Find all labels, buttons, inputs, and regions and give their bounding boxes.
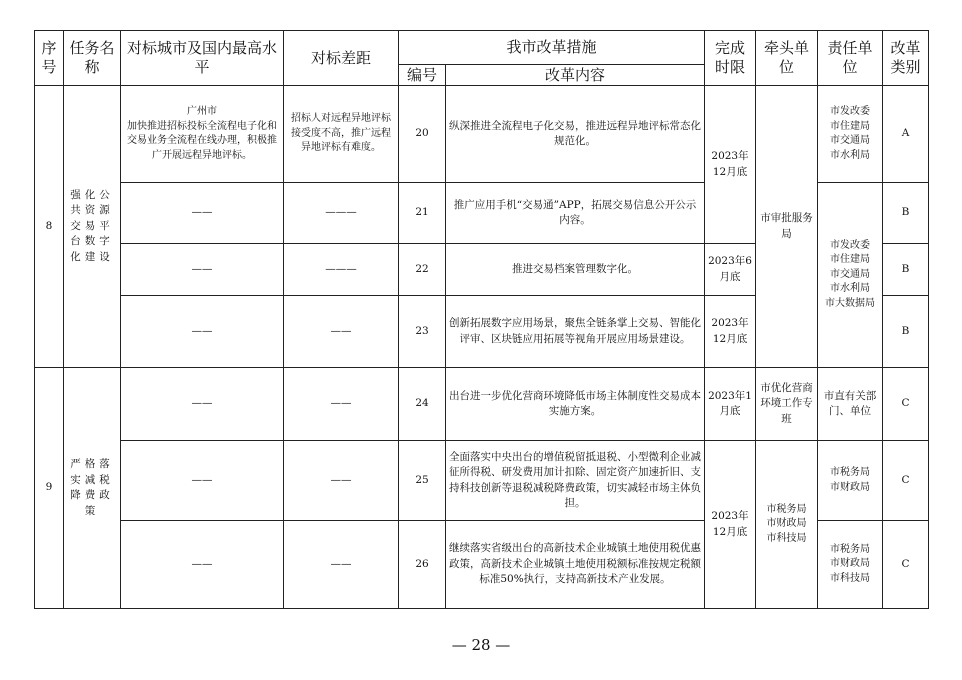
- content-cell: 创新拓展数字应用场景，聚焦全链条掌上交易、智能化评审、区块链应用拓展等视角开展应用场景建设。: [446, 296, 705, 368]
- number-cell: 26: [399, 521, 446, 609]
- category-cell: C: [883, 441, 929, 521]
- responsible-cell: 市发改委 市住建局 市交通局 市水利局: [818, 86, 883, 183]
- group-task: 严格落实减税降费政策: [64, 368, 121, 609]
- number-cell: 24: [399, 368, 446, 441]
- deadline-cell: 2023年12月底: [705, 441, 756, 609]
- number-cell: 25: [399, 441, 446, 521]
- lead-cell: 市审批服务局: [756, 86, 818, 368]
- header-benchmark: 对标城市及国内最高水平: [121, 31, 284, 86]
- category-cell: B: [883, 244, 929, 296]
- gap-cell: 招标人对远程异地评标接受度不高，推广远程异地评标有难度。: [284, 86, 399, 183]
- content-cell: 出台进一步优化营商环境降低市场主体制度性交易成本实施方案。: [446, 368, 705, 441]
- benchmark-cell: 广州市 加快推进招标投标全流程电子化和交易业务全流程在线办理，积极推广开展远程异地评标。: [121, 86, 284, 183]
- gap-cell: ——: [284, 441, 399, 521]
- benchmark-cell: ——: [121, 296, 284, 368]
- table-row: [35, 441, 929, 521]
- header-responsible: 责任单位: [818, 31, 883, 86]
- content-cell: 推进交易档案管理数字化。: [446, 244, 705, 296]
- category-cell: B: [883, 183, 929, 244]
- deadline-cell: 2023年12月底: [705, 296, 756, 368]
- group-seq: 9: [35, 368, 64, 609]
- header-gap: 对标差距: [284, 31, 399, 86]
- header-lead: 牵头单位: [756, 31, 818, 86]
- header-row: [35, 31, 929, 65]
- deadline-cell: 2023年12月底: [705, 86, 756, 244]
- number-cell: 21: [399, 183, 446, 244]
- benchmark-cell: ——: [121, 244, 284, 296]
- benchmark-cell: ——: [121, 521, 284, 609]
- header-content: 改革内容: [446, 65, 705, 86]
- benchmark-cell: ——: [121, 183, 284, 244]
- category-cell: C: [883, 368, 929, 441]
- header-seq: 序号: [35, 31, 64, 86]
- deadline-cell: 2023年6月底: [705, 244, 756, 296]
- page-number: — 28 —: [451, 636, 511, 654]
- header-deadline: 完成时限: [705, 31, 756, 86]
- content-cell: 继续落实省级出台的高新技术企业城镇土地使用税优惠政策，高新技术企业城镇土地使用税额标准按规定税额标准50%执行，支持高新技术产业发展。: [446, 521, 705, 609]
- table-row: [35, 368, 929, 441]
- gap-cell: ———: [284, 244, 399, 296]
- reform-measures-table: [34, 30, 929, 609]
- lead-cell: 市优化营商环境工作专班: [756, 368, 818, 441]
- category-cell: A: [883, 86, 929, 183]
- number-cell: 23: [399, 296, 446, 368]
- content-cell: 纵深推进全流程电子化交易，推进远程异地评标常态化规范化。: [446, 86, 705, 183]
- gap-cell: ——: [284, 368, 399, 441]
- responsible-cell: 市税务局 市财政局: [818, 441, 883, 521]
- group-task: 强化公共资源交易平台数字化建设: [64, 86, 121, 368]
- gap-cell: ——: [284, 296, 399, 368]
- gap-cell: ——: [284, 521, 399, 609]
- category-cell: B: [883, 296, 929, 368]
- table-row: [35, 86, 929, 183]
- benchmark-cell: ——: [121, 441, 284, 521]
- benchmark-cell: ——: [121, 368, 284, 441]
- number-cell: 22: [399, 244, 446, 296]
- content-cell: 推广应用手机“交易通”APP，拓展交易信息公开公示内容。: [446, 183, 705, 244]
- header-category: 改革类别: [883, 31, 929, 86]
- header-measures: 我市改革措施: [399, 31, 705, 65]
- responsible-cell: 市直有关部门、单位: [818, 368, 883, 441]
- content-cell: 全面落实中央出台的增值税留抵退税、小型微利企业减征所得税、研发费用加计扣除、固定资产加速折旧、支持科技创新等退税减税降费政策，切实减轻市场主体负担。: [446, 441, 705, 521]
- header-number: 编号: [399, 65, 446, 86]
- header-task: 任务名称: [64, 31, 121, 86]
- number-cell: 20: [399, 86, 446, 183]
- gap-cell: ———: [284, 183, 399, 244]
- lead-cell: 市税务局 市财政局 市科技局: [756, 441, 818, 609]
- category-cell: C: [883, 521, 929, 609]
- group-seq: 8: [35, 86, 64, 368]
- responsible-cell: 市税务局 市财政局 市科技局: [818, 521, 883, 609]
- deadline-cell: 2023年1月底: [705, 368, 756, 441]
- responsible-cell: 市发改委 市住建局 市交通局 市水利局 市大数据局: [818, 183, 883, 368]
